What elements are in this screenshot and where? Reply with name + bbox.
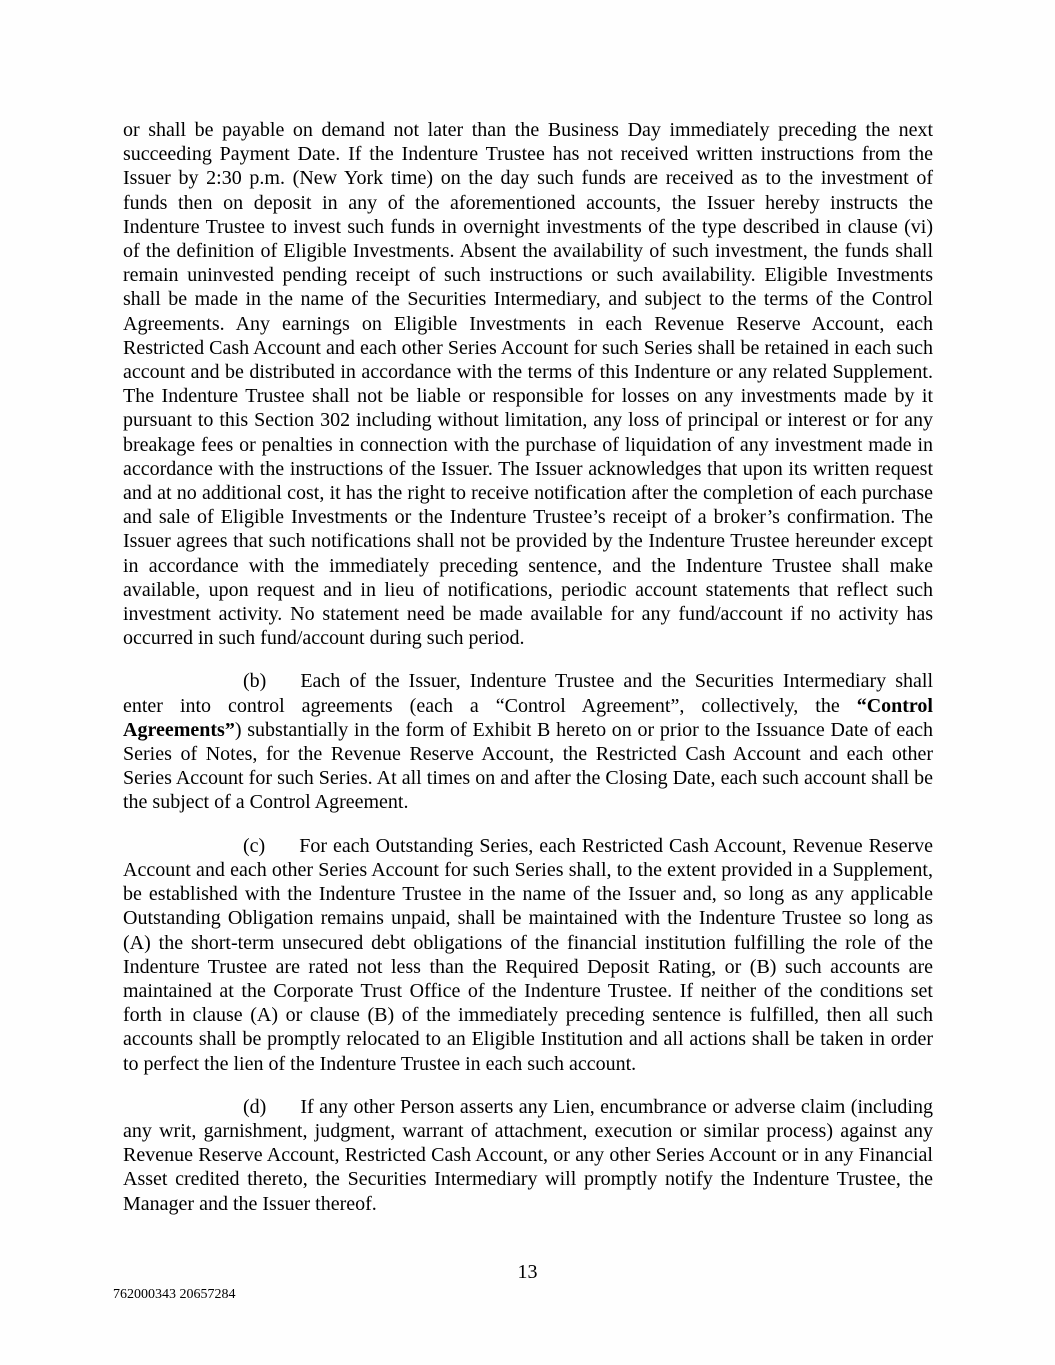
text-segment: Each of the Issuer, Indenture Trustee and the Securities Intermediary shall enter into control agreements (each a “Control Agreement”, collectively, the <box>123 670 933 717</box>
text-segment: For each Outstanding Series, each Restricted Cash Account, Revenue Reserve Account and each other Series Account for such Series shall, to the extent provided in a Supplement, be established with the Indenture Trustee in the name of the Issuer and, so long as any applicable Outstanding Obligation remains unpaid, shall be maintained with the Indenture Trustee so long as (A) the short-term unsecured debt obligations of the financial institution fulfilling the role of the Indenture Trustee are rated not less than the Required Deposit Rating, or (B) such accounts are maintained at the Corporate Trust Office of the Indenture Trustee. If neither of the conditions set forth in clause (A) or clause (B) of the immediately preceding sentence is fulfilled, then all such accounts shall be promptly relocated to an Eligible Institution and all actions shall be taken in order to perfect the lien of the Indenture Trustee in each such account. <box>123 834 933 1075</box>
text-segment: or shall be payable on demand not later than the Business Day immediately preceding the next succeeding Payment Date. If the Indenture Trustee has not received written instructions from the Issuer by 2:30 p.m. (New York time) on the day such funds are received as to the investment of funds then on deposit in any of the aforementioned accounts, the Issuer hereby instructs the Indenture Trustee to invest such funds in overnight investments of the type described in clause (vi) of the definition of Eligible Investments. Absent the availability of such investment, the funds shall remain uninvested pending receipt of such instructions or such availability. Eligible Investments shall be made in the name of the Securities Intermediary, and subject to the terms of the Control Agreements. Any earnings on Eligible Investments in each Revenue Reserve Account, each Restricted Cash Account and each other Series Account for such Series shall be retained in each such account and be distributed in accordance with the terms of this Indenture or any related Supplement. The Indenture Trustee shall not be liable or responsible for losses on any investments made by it pursuant to this Section 302 including without limitation, any loss of principal or interest or for any breakage fees or penalties in connection with the purchase of liquidation of any investment made in accordance with the instructions of the Issuer. The Issuer acknowledges that upon its written request and at no additional cost, it has the right to receive notification after the completion of each purchase and sale of Eligible Investments or the Indenture Trustee’s receipt of a broker’s confirmation. The Issuer agrees that such notifications shall not be provided by the Indenture Trustee hereunder except in accordance with the immediately preceding sentence, and the Indenture Trustee shall make available, upon request and in lieu of notifications, periodic account statements that reflect such investment activity. No statement need be made available for any fund/account if no activity has occurred in such fund/account during such period. <box>123 119 933 650</box>
document-id-footer: 762000343 20657284 <box>113 1287 236 1302</box>
paragraph-label: (c) <box>243 834 266 857</box>
text-segment: If any other Person asserts any Lien, encumbrance or adverse claim (including any writ, garnishment, judgment, warrant of attachment, execution or similar process) against any Revenue Reserve Account, Restricted Cash Account, or any other Series Account or in any Financial Asset credited thereto, the Securities Intermediary will promptly notify the Indenture Trustee, the Manager and the Issuer thereof. <box>123 1095 933 1215</box>
paragraph-label: (b) <box>243 670 267 693</box>
paragraph-c <box>123 834 933 1076</box>
defined-term: “Control Agreements” <box>123 694 933 741</box>
paragraph-d <box>123 1095 933 1216</box>
text-segment: ) substantially in the form of Exhibit B hereto on or prior to the Issuance Date of each Series of Notes, for the Revenue Reserve Account, the Restricted Cash Account and each other Series Account for such Series. At all times on and after the Closing Date, each such account shall be the subject of a Control Agreement. <box>123 718 933 814</box>
paragraph-continuation <box>123 118 933 650</box>
paragraph-label: (d) <box>243 1095 267 1118</box>
document-body <box>123 118 933 1235</box>
paragraph-b <box>123 669 933 814</box>
page-number: 13 <box>517 1261 538 1283</box>
